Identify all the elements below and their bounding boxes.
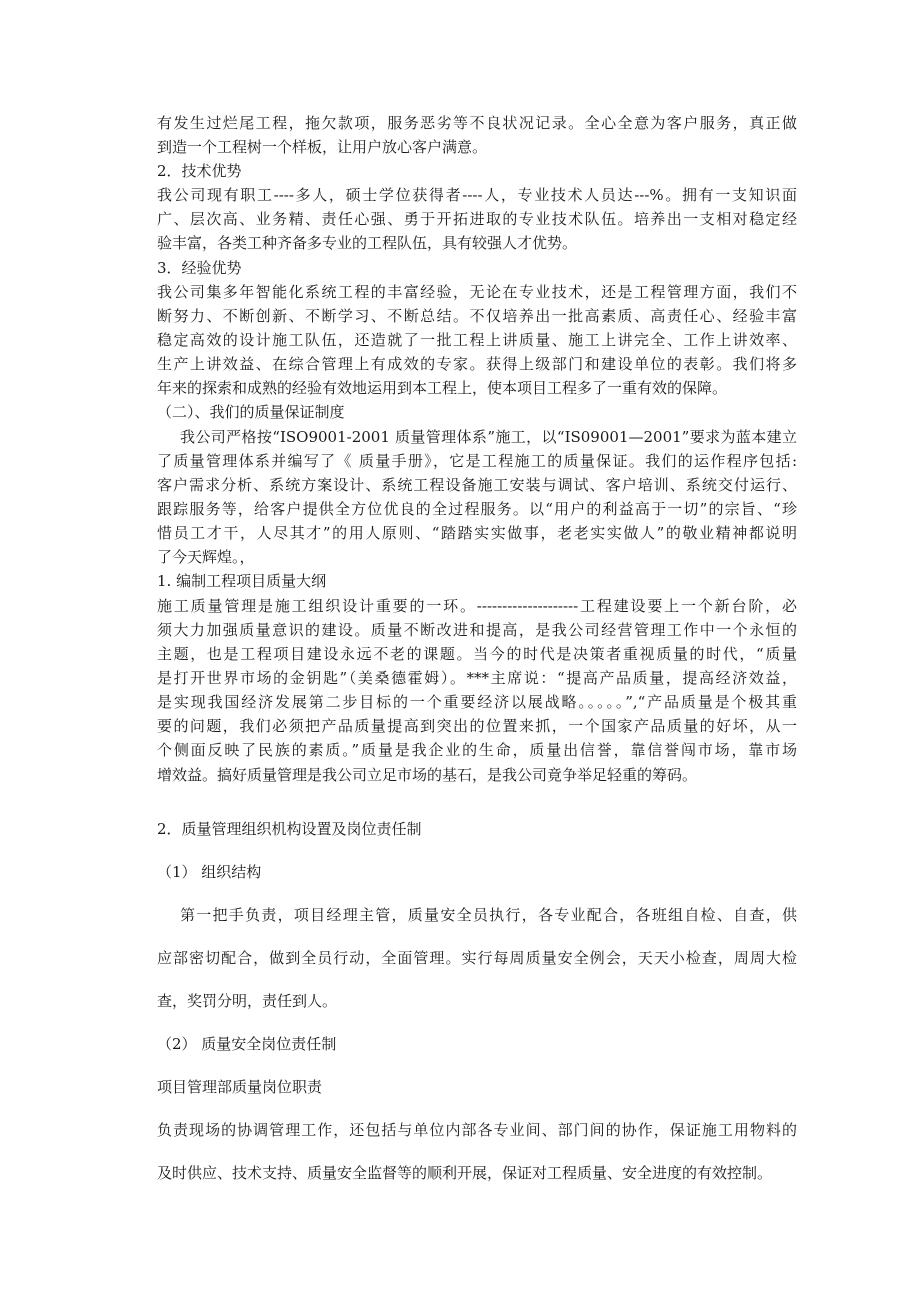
subsection-heading: （1） 组织结构	[157, 863, 262, 881]
text-line: 查，奖罚分明，责任到人。	[157, 992, 338, 1010]
text-line: 惜员工才干，人尽其才”的用人原则、“踏踏实实做事，老老实实做人”的敬业精神都说明	[157, 524, 797, 542]
subsection-heading: （2） 质量安全岗位责任制	[157, 1035, 337, 1053]
text-line: 增效益。搞好质量管理是我公司立足市场的基石，是我公司竟争举足轻重的筹码。	[157, 766, 698, 784]
section-heading: 1. 编制工程项目质量大纲	[157, 572, 327, 590]
text-line: 年来的探索和成熟的经验有效地运用到本工程上，使本项目工程多了一重有效的保障。	[157, 379, 728, 397]
text-line: 负责现场的协调管理工作，还包括与单位内部各专业间、部门间的协作，保证施工用物料的	[157, 1121, 797, 1139]
text-line: 稳定高效的设计施工队伍，还造就了一批工程上讲质量、施工上讲完全、工作上讲效率、	[157, 331, 797, 349]
text-line: 第一把手负责，项目经理主管，质量安全员执行，各专业配合，各班组自检、自查，供	[180, 906, 797, 924]
text-line: 跟踪服务等，给客户提供全方位优良的全过程服务。以“用户的利益高于一切”的宗旨、“珍	[157, 500, 797, 518]
text-line: 有发生过烂尾工程，拖欠款项，服务恶劣等不良状况记录。全心全意为客户服务，真正做	[157, 114, 797, 132]
text-line: 断努力、不断创新、不断学习、不断总结。不仅培养出一批高素质、高责任心、经验丰富	[157, 307, 797, 325]
section-heading: （二）、我们的质量保证制度	[157, 403, 345, 421]
text-line: 生产上讲效益、在综合管理上有成效的专家。获得上级部门和建设单位的表彰。我们将多	[157, 355, 797, 373]
section-heading: 2．质量管理组织机构设置及岗位责任制	[157, 820, 422, 838]
text-line: 客户需求分析、系统方案设计、系统工程设备施工安装与调试、客户培训、系统交付运行、	[157, 476, 797, 494]
text-line: 我公司现有职工----多人，硕士学位获得者----人，专业技术人员达---%。拥有一支知识面	[157, 186, 797, 204]
text-line: 及时供应、技术支持、质量安全监督等的顺利开展，保证对工程质量、安全进度的有效控制。	[157, 1164, 773, 1182]
text-line: 是实现我国经济发展第二步目标的一个重要经济以展战略。。。。。”,“产品质量是个极其重	[157, 693, 797, 711]
text-line: 个侧面反映了民族的素质。”质量是我企业的生命，质量出信誉，靠信誉闯市场，靠市场	[157, 741, 797, 759]
text-line: 我公司严格按“ISO9001-2001 质量管理体系”施工，以“IS09001—2001”要求为蓝本建立	[180, 428, 797, 446]
text-line: 应部密切配合，做到全员行动，全面管理。实行每周质量安全例会，天天小检查，周周大检	[157, 949, 797, 967]
text-line: 施工质量管理是施工组织设计重要的一环。--------------------工程建设要上一个新台阶，必	[157, 597, 797, 615]
text-line: 验丰富，各类工种齐备多专业的工程队伍，具有较强人才优势。	[157, 234, 578, 252]
text-line: 到造一个工程树一个样板，让用户放心客户满意。	[157, 138, 488, 156]
text-line: 须大力加强质量意识的建设。质量不断改进和提高，是我公司经营管理工作中一个永恒的	[157, 621, 797, 639]
text-line: 主题，也是工程项目建设永远不老的课题。当今的时代是决策者重视质量的时代，“质量	[157, 645, 797, 663]
text-line: 广、层次高、业务精、责任心强、勇于开拓进取的专业技术队伍。培养出一支相对稳定经	[157, 210, 797, 228]
text-line: 了今天辉煌。，	[157, 548, 255, 566]
text-line: 是打开世界市场的金钥匙”（美桑德霍姆）。***主席说：“提高产品质量，提高经济效益，	[157, 669, 797, 687]
text-line: 了质量管理体系并编写了《 质量手册》，它是工程施工的质量保证。我们的运作程序包括:	[157, 452, 797, 470]
text-line: 要的问题，我们必须把产品质量提高到突出的位置来抓，一个国家产品质量的好坏，从一	[157, 717, 797, 735]
paragraph-title: 项目管理部质量岗位职责	[157, 1078, 323, 1096]
text-line: 我公司集多年智能化系统工程的丰富经验，无论在专业技术，还是工程管理方面，我们不	[157, 283, 797, 301]
section-heading: 3．经验优势	[157, 259, 242, 277]
section-heading: 2．技术优势	[157, 162, 242, 180]
